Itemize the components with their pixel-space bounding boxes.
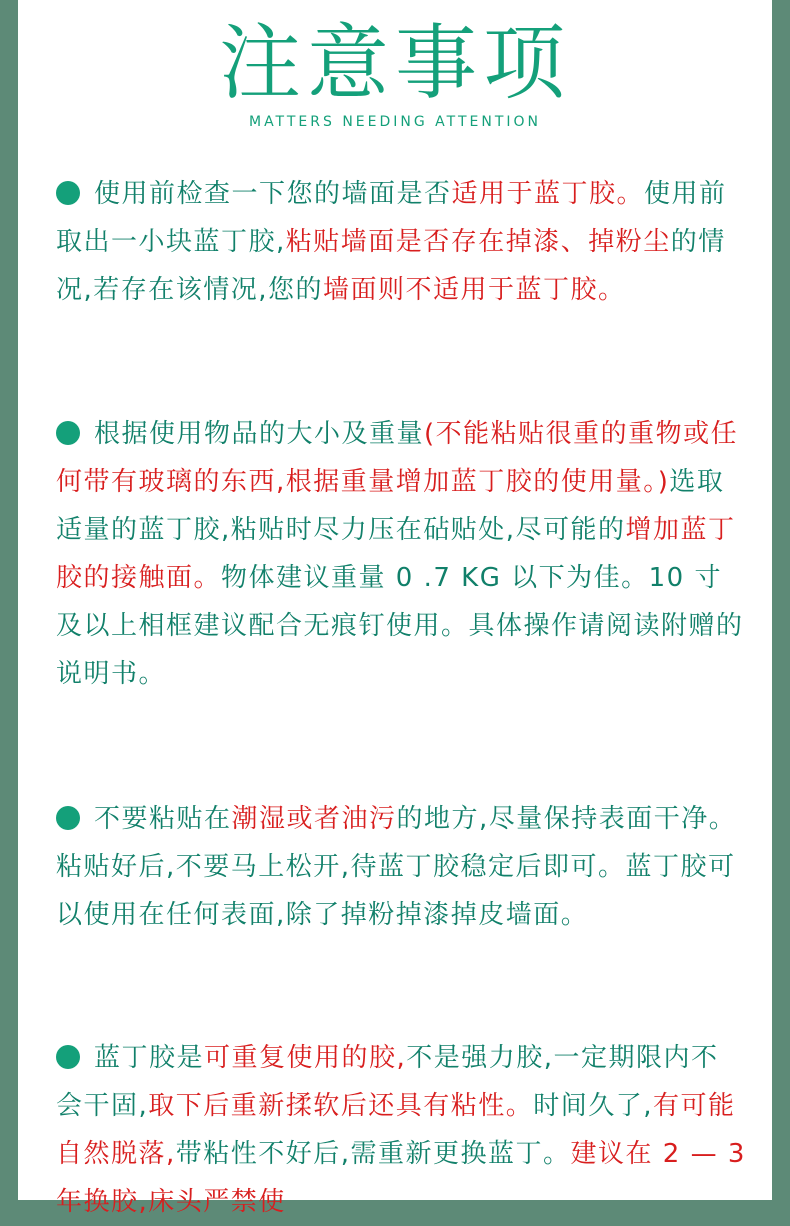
bullet-dot-icon	[56, 421, 80, 445]
bullet-dot-icon	[56, 181, 80, 205]
body-text: 不是强力胶,一定期限内不会干固,	[56, 1043, 719, 1121]
highlight-text: 潮湿或者油污	[231, 804, 397, 834]
notice-item-2	[56, 410, 746, 698]
bullet-dot-icon	[56, 806, 80, 830]
highlight-text: 增加蓝丁胶的接触面。	[56, 515, 736, 593]
body-text: 时间久了,	[533, 1091, 654, 1121]
highlight-text: 可重复使用的胶,	[204, 1043, 407, 1073]
highlight-text: 粘贴墙面是否存在掉漆、掉粉尘	[285, 227, 671, 257]
highlight-text: 适用于蓝丁胶。	[451, 179, 645, 209]
highlight-text: (不能粘贴很重的重物或任何带有玻璃的东西,根据重量增加蓝丁胶的使用量。)	[56, 419, 739, 497]
body-text: 根据使用物品的大小及重量	[94, 419, 425, 449]
page-title: 注意事项	[218, 16, 571, 111]
body-text: 物体建议重量 0 .7 KG 以下为佳。10 寸及以上相框建议配合无痕钉使用。具体操作请阅读附赠的说明书。	[56, 563, 744, 689]
page-subtitle: MATTERS NEEDING ATTENTION	[248, 114, 542, 130]
highlight-text: 取下后重新揉软后还具有粘性。	[148, 1091, 534, 1121]
body-text: 不要粘贴在	[94, 804, 232, 834]
highlight-text: 墙面则不适用于蓝丁胶。	[323, 275, 626, 305]
highlight-text: 有可能自然脱落,	[56, 1091, 736, 1169]
notice-card	[18, 0, 772, 1217]
body-text: 选取适量的蓝丁胶,粘贴时尽力压在砧贴处,尽可能的	[56, 467, 725, 545]
body-text: 带粘性不好后,需重新更换蓝丁。	[175, 1139, 571, 1169]
body-text: 蓝丁胶是	[94, 1043, 205, 1073]
highlight-text: 建议在 2 — 3 年换胶,床头严禁使	[56, 1139, 746, 1217]
notice-item-4	[56, 1034, 746, 1226]
notice-item-1	[56, 170, 746, 314]
body-text: 的情况,若存在该情况,您的	[56, 227, 726, 305]
body-text: 使用前取出一小块蓝丁胶,	[56, 179, 727, 257]
notice-item-3	[56, 795, 746, 939]
body-text: 使用前检查一下您的墙面是否	[94, 179, 452, 209]
bullet-dot-icon	[56, 1045, 80, 1069]
body-text: 的地方,尽量保持表面干净。粘贴好后,不要马上松开,待蓝丁胶稳定后即可。蓝丁胶可以使用在任何表面,除了掉粉掉漆掉皮墙面。	[56, 804, 737, 930]
